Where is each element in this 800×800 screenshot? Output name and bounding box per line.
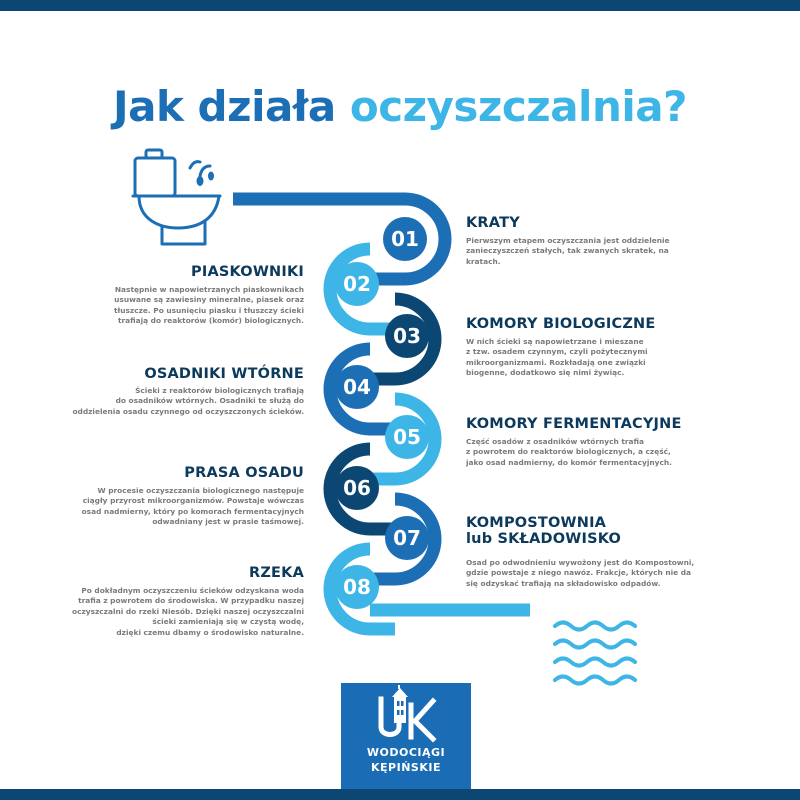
- step-07-text-line: Osad po odwodnieniu wywożony jest do Kompostowni,: [466, 558, 695, 567]
- step-07-title: [466, 515, 621, 547]
- step-01-text-line: kratach.: [466, 256, 501, 266]
- step-node-03: [385, 314, 429, 358]
- step-03-title: KOMORY BIOLOGICZNE: [466, 316, 656, 332]
- step-06-text-line: osad nadmierny, który po komorach fermentacyjnych: [81, 506, 304, 516]
- step-05-title: KOMORY FERMENTACYJNE: [466, 416, 682, 432]
- step-number-04: 04: [343, 375, 371, 399]
- step-node-02: [335, 262, 379, 306]
- step-03-text-line: z tzw. osadem czynnym, czyli pożytecznymi: [466, 347, 648, 357]
- step-number-03: 03: [393, 324, 421, 348]
- logo-text-line-1: WODOCIĄGI: [366, 746, 446, 759]
- step-02-text-line: tłuszcze. Po usunięciu piasku i tłuszczy ścieki: [113, 305, 304, 315]
- step-08-text-line: trafia z powrotem do środowiska. W przypadku naszej: [78, 596, 304, 606]
- toilet-icon: [133, 150, 220, 244]
- step-08-text-line: ścieki zamieniają się w czystą wodę,: [152, 617, 304, 627]
- step-number-06: 06: [343, 476, 371, 500]
- water-waves-icon: [555, 623, 635, 684]
- step-07-text-line: się odzyskać trafiają na składowisko odpadów.: [466, 578, 661, 588]
- step-06-text-line: odwadniany jest w prasie taśmowej.: [152, 517, 304, 527]
- step-06-description: [40, 486, 304, 528]
- step-node-07: [385, 516, 429, 560]
- step-07-description: [466, 558, 716, 589]
- company-logo: [341, 683, 471, 789]
- logo-text-line-2: KĘPIŃSKIE: [371, 761, 441, 774]
- step-08-text-line: oczyszczalni do rzeki Niesób. Dzięki naszej oczyszczalni: [72, 606, 304, 616]
- title-part-2: oczyszczalnia?: [349, 82, 687, 131]
- step-node-05: [385, 415, 429, 459]
- step-07-text-line: gdzie powstaje z niego nawóz. Frakcje, których nie da: [466, 568, 691, 578]
- step-06-text-line: ciągły przyrost mikroorganizmów. Powstaje wówczas: [82, 496, 304, 506]
- wk-tower-logo: [341, 683, 471, 753]
- step-07-title-line-2: lub SKŁADOWISKO: [466, 531, 622, 547]
- title-part-1: Jak działa: [113, 82, 336, 131]
- step-02-title: PIASKOWNIKI: [191, 264, 304, 280]
- step-02-description: [60, 285, 304, 327]
- step-08-text-line: Po dokładnym oczyszczeniu ścieków odzyskana woda: [81, 586, 304, 595]
- step-01-description: [466, 236, 706, 267]
- step-02-text-line: usuwane są zawiesiny mineralne, piasek oraz: [114, 295, 304, 305]
- step-01-text-line: Pierwszym etapem oczyszczania jest oddzielenie: [466, 236, 670, 245]
- step-node-08: [335, 565, 379, 609]
- step-number-08: 08: [343, 575, 371, 599]
- step-03-text-line: mikroorganizmami. Rozkładają one związki: [466, 357, 646, 367]
- step-number-02: 02: [343, 272, 371, 296]
- step-number-05: 05: [393, 425, 421, 449]
- step-08-text-line: dzięki czemu dbamy o środowisko naturalne.: [116, 627, 304, 637]
- step-03-text-line: W nich ścieki są napowietrzane i mieszane: [466, 337, 644, 346]
- step-05-description: [466, 437, 706, 468]
- step-04-text-line: Ścieki z reaktorów biologicznych trafiają: [135, 386, 304, 395]
- step-04-description: [40, 386, 304, 417]
- step-01-title: KRATY: [466, 215, 520, 231]
- step-07-title-line-1: KOMPOSTOWNIA: [466, 515, 607, 531]
- step-05-text-line: z powrotem do reaktorów biologicznych, a część,: [466, 447, 671, 457]
- step-node-04: [335, 365, 379, 409]
- step-04-text-line: oddzielenia osadu czynnego od oczyszczonych ścieków.: [72, 406, 304, 416]
- step-number-01: 01: [391, 227, 419, 251]
- step-08-description: [40, 586, 304, 638]
- step-08-title: RZEKA: [248, 565, 304, 581]
- step-node-06: [335, 466, 379, 510]
- step-01-text-line: zanieczyszczeń stałych, tak zwanych skratek, na: [466, 246, 669, 256]
- step-node-01: [383, 217, 427, 261]
- step-05-text-line: Część osadów z osadników wtórnych trafia: [466, 437, 644, 446]
- step-02-text-line: trafiają do reaktorów (komór) biologicznych.: [117, 316, 304, 326]
- step-05-text-line: jako osad nadmierny, do komór fermentacyjnych.: [466, 457, 672, 467]
- step-06-title: PRASA OSADU: [184, 465, 304, 481]
- step-03-text-line: biogenne, dodatkowo się nimi żywiąc.: [466, 368, 625, 378]
- step-03-description: [466, 337, 706, 379]
- step-02-text-line: Następnie w napowietrzanych piaskownikach: [114, 285, 304, 294]
- step-number-07: 07: [393, 526, 421, 550]
- step-06-text-line: W procesie oczyszczania biologicznego następuje: [97, 486, 304, 495]
- step-04-text-line: do osadników wtórnych. Osadniki te służą do: [115, 396, 304, 406]
- step-04-title: OSADNIKI WTÓRNE: [144, 366, 304, 382]
